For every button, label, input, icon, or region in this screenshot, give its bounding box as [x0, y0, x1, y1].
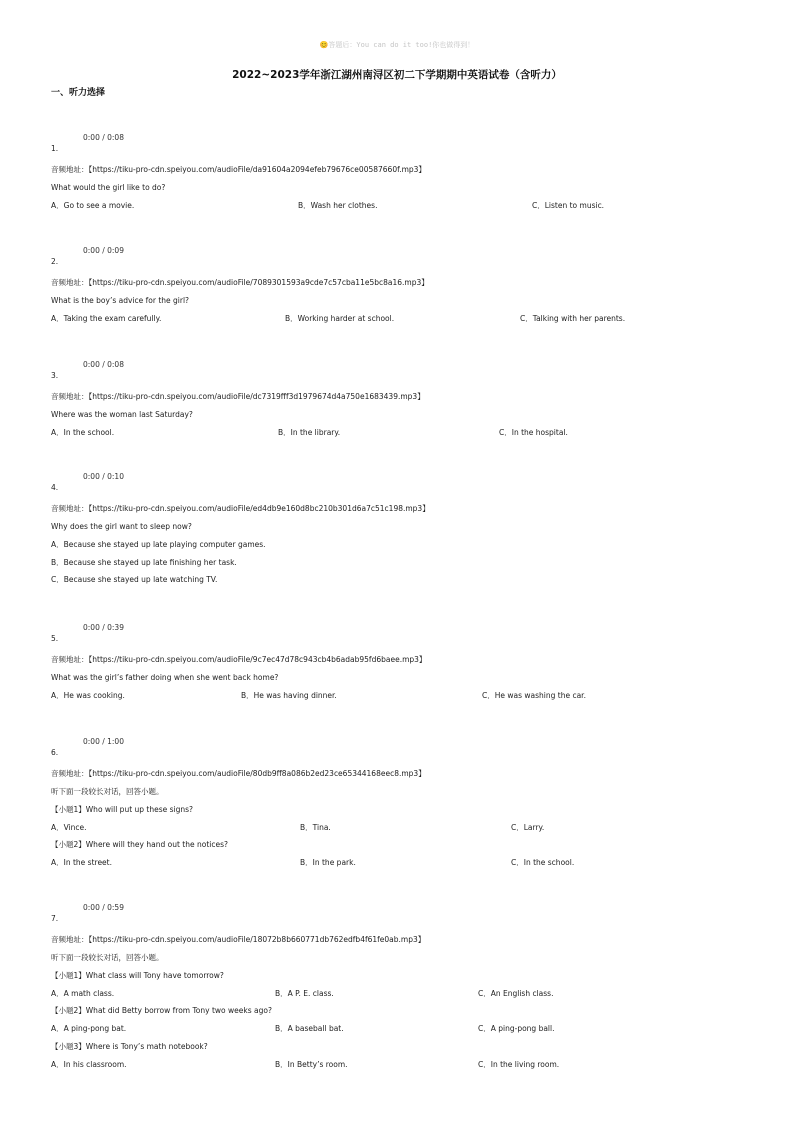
audio-player-time[interactable]: 0:00 / 0:08 — [83, 133, 124, 142]
question-number: 1. — [51, 144, 59, 153]
answer-option[interactable]: C．Listen to music. — [532, 200, 605, 210]
option-row — [51, 313, 751, 325]
answer-option[interactable]: A．Go to see a movie. — [51, 200, 135, 210]
option-row — [51, 857, 751, 869]
option-row — [51, 988, 751, 1000]
option-row — [51, 1023, 751, 1035]
audio-url: 音频地址：【https://tiku-pro-cdn.speiyou.com/audioFile/18072b8b660771db762edfb4f61fe0ab.mp3】 — [51, 935, 426, 944]
answer-option[interactable]: C．Talking with her parents. — [520, 313, 626, 323]
answer-option[interactable]: C．Larry. — [511, 822, 545, 832]
answer-option[interactable]: B．Tina. — [300, 822, 331, 832]
answer-option[interactable]: C．An English class. — [478, 988, 554, 998]
question-text: What was the girl’s father doing when she went back home? — [51, 673, 279, 682]
answer-option[interactable]: B．In the library. — [278, 427, 341, 437]
answer-option[interactable]: A．Vince. — [51, 822, 87, 832]
question-text: 【小题3】Where is Tony’s math notebook? — [51, 1042, 208, 1051]
answer-option[interactable]: A．In the school. — [51, 427, 115, 437]
answer-option[interactable]: B．A baseball bat. — [275, 1024, 344, 1034]
audio-player-time[interactable]: 0:00 / 0:10 — [83, 472, 124, 481]
question-text: 听下面一段较长对话，回答小题。 — [51, 953, 164, 962]
answer-option[interactable]: B．He was having dinner. — [241, 690, 337, 700]
question-text: Why does the girl want to sleep now? — [51, 522, 192, 531]
question-text: 听下面一段较长对话，回答小题。 — [51, 787, 164, 796]
question-text: 【小题2】What did Betty borrow from Tony two weeks ago? — [51, 1006, 272, 1016]
answer-option[interactable]: A．A math class. — [51, 988, 115, 998]
audio-url: 音频地址：【https://tiku-pro-cdn.speiyou.com/audioFile/da91604a2094efeb79676ce00587660f.mp3】 — [51, 165, 426, 174]
answer-option[interactable]: C．Because she stayed up late watching TV. — [51, 575, 218, 585]
answer-option[interactable]: C．In the living room. — [478, 1059, 560, 1069]
question-text: 【小题1】Who will put up these signs? — [51, 804, 194, 814]
answer-option[interactable]: A．Taking the exam carefully. — [51, 313, 162, 323]
option-row — [51, 427, 751, 439]
audio-url: 音频地址：【https://tiku-pro-cdn.speiyou.com/audioFile/dc7319fff3d1979674d4a750e1683439.mp3】 — [51, 392, 425, 401]
answer-option[interactable]: C．In the school. — [511, 858, 575, 868]
answer-option[interactable]: C．He was washing the car. — [482, 690, 586, 700]
answer-option[interactable]: B．In the park. — [300, 858, 356, 868]
question-text: What would the girl like to do? — [51, 183, 166, 192]
watermark: 😊答题后：You can do it too!你也做得到！ — [319, 41, 475, 49]
answer-option[interactable]: A．A ping-pong bat. — [51, 1024, 127, 1034]
question-text: 【小题2】Where will they hand out the notices? — [51, 840, 228, 850]
answer-option[interactable]: B．In Betty’s room. — [275, 1059, 348, 1069]
answer-option[interactable]: A．He was cooking. — [51, 690, 125, 700]
question-number: 7. — [51, 914, 59, 923]
audio-url: 音频地址：【https://tiku-pro-cdn.speiyou.com/audioFile/7089301593a9cde7c57cba11e5bc8a16.mp3】 — [51, 278, 429, 287]
question-text: What is the boy’s advice for the girl? — [51, 296, 190, 305]
answer-option[interactable]: A．In his classroom. — [51, 1059, 127, 1069]
audio-player-time[interactable]: 0:00 / 0:39 — [83, 623, 124, 632]
page-title: 2022~2023学年浙江湖州南浔区初二下学期期中英语试卷（含听力） — [232, 69, 562, 81]
question-number: 4. — [51, 483, 59, 492]
question-text: Where was the woman last Saturday? — [51, 410, 193, 419]
audio-player-time[interactable]: 0:00 / 0:09 — [83, 246, 124, 255]
audio-player-time[interactable]: 0:00 / 1:00 — [83, 737, 124, 746]
audio-player-time[interactable]: 0:00 / 0:59 — [83, 903, 124, 912]
question-number: 3. — [51, 371, 59, 380]
answer-option[interactable]: B．A P. E. class. — [275, 988, 334, 998]
answer-option[interactable]: C．A ping-pong ball. — [478, 1024, 555, 1034]
question-number: 6. — [51, 748, 59, 757]
answer-option[interactable]: B．Working harder at school. — [285, 313, 395, 323]
question-number: 5. — [51, 634, 59, 643]
audio-player-time[interactable]: 0:00 / 0:08 — [83, 360, 124, 369]
answer-option[interactable]: B．Because she stayed up late finishing her task. — [51, 557, 237, 567]
answer-option[interactable]: A．Because she stayed up late playing computer games. — [51, 539, 266, 549]
option-row — [51, 1059, 751, 1071]
question-number: 2. — [51, 257, 59, 266]
answer-option[interactable]: C．In the hospital. — [499, 427, 568, 437]
audio-url: 音频地址：【https://tiku-pro-cdn.speiyou.com/audioFile/9c7ec47d78c943cb4b6adab95fd6baee.mp3】 — [51, 655, 427, 664]
audio-url: 音频地址：【https://tiku-pro-cdn.speiyou.com/audioFile/ed4db9e160d8bc210b301d6a7c51c198.mp3】 — [51, 504, 430, 513]
section-heading: 一、听力选择 — [51, 88, 106, 98]
option-row — [51, 822, 751, 834]
option-row — [51, 690, 751, 702]
answer-option[interactable]: B．Wash her clothes. — [298, 200, 378, 210]
question-text: 【小题1】What class will Tony have tomorrow? — [51, 970, 224, 980]
answer-option[interactable]: A．In the street. — [51, 858, 112, 868]
audio-url: 音频地址：【https://tiku-pro-cdn.speiyou.com/audioFile/80db9ff8a086b2ed23ce65344168eec8.mp3】 — [51, 769, 426, 778]
option-row — [51, 200, 751, 212]
